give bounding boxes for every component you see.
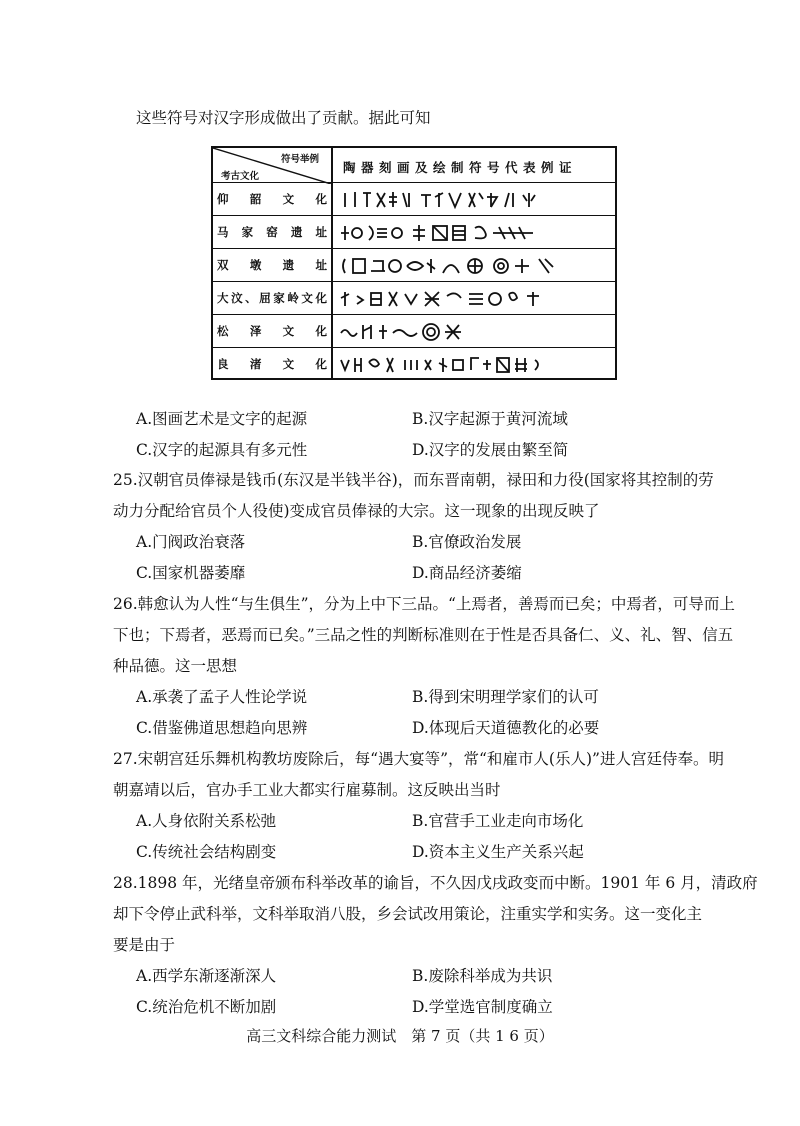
symbols-yangshao — [339, 185, 613, 213]
q26-option-c: C.借鉴佛道思想趋向思辨 — [136, 719, 308, 737]
q28-option-b: B.废除科举成为共识 — [412, 967, 553, 985]
question-24-stem-end: 这些符号对汉字形成做出了贡献。据此可知 — [136, 109, 431, 127]
row-label-liangzhu: 良渚文化 — [217, 357, 327, 371]
q27-stem-line1: 27.宋朝宫廷乐舞机构教坊废除后，每“遇大宴等”，常“和雇市人(乐人)”进人宫廷侍奉。明 — [113, 750, 724, 768]
q28-stem-line2: 却下令停止武科举，文科举取消八股，乡会试改用策论，注重实学和实务。这一变化主 — [113, 905, 703, 923]
symbols-liangzhu — [339, 350, 613, 378]
q25-option-a: A.门阀政治衰落 — [136, 533, 246, 551]
ancient-symbols-table — [211, 146, 617, 380]
q24-option-d: D.汉字的发展由繁至简 — [412, 441, 569, 459]
q26-stem-line2: 下也；下焉者，恶焉而已矣。”三品之性的判断标准则在于性是否具备仁、义、礼、智、信五 — [113, 626, 734, 644]
table-corner-top-label: 符号举例 — [281, 154, 320, 165]
q25-option-d: D.商品经济萎缩 — [412, 564, 522, 582]
q24-option-b: B.汉字起源于黄河流域 — [412, 410, 568, 428]
q26-option-b: B.得到宋明理学家们的认可 — [412, 688, 599, 706]
q26-stem-line1: 26.韩愈认为人性“与生俱生”，分为上中下三品。“上焉者，善焉而已矣；中焉者，可导而上 — [113, 595, 735, 613]
q26-stem-line3: 种品德。这一思想 — [113, 657, 238, 675]
q28-stem-line3: 要是由于 — [113, 936, 176, 954]
q24-option-a: A.图画艺术是文字的起源 — [136, 410, 308, 428]
row-label-dawenkou: 大汶、屈家岭文化 — [217, 291, 327, 305]
q27-stem-line2: 朝嘉靖以后，官办手工业大都实行雇募制。这反映出当时 — [113, 781, 501, 799]
q25-option-c: C.国家机器萎靡 — [136, 564, 246, 582]
row-label-majiayao: 马家窑遗址 — [217, 225, 327, 239]
symbols-songze — [339, 317, 613, 345]
q28-option-a: A.西学东渐逐渐深人 — [136, 967, 277, 985]
row-label-shuangdun: 双墩遗址 — [217, 258, 327, 272]
q26-option-d: D.体现后天道德教化的必要 — [412, 719, 600, 737]
q26-option-a: A.承袭了孟子人性论学说 — [136, 688, 308, 706]
page-footer: 高三文科综合能力测试 第 7 页（共 1 6 页） — [246, 1027, 554, 1045]
q27-option-b: B.官营手工业走向市场化 — [412, 812, 584, 830]
q28-stem-line1: 28.1898 年，光绪皇帝颁布科举改革的谕旨，不久因戊戌政变而中断。1901 年 6 月，清政府 — [113, 874, 758, 892]
q27-option-a: A.人身依附关系松弛 — [136, 812, 277, 830]
q27-option-c: C.传统社会结构剧变 — [136, 843, 277, 861]
table-header-label: 陶器刻画及绘制符号代表例证 — [343, 160, 578, 175]
row-label-yangshao: 仰韶文化 — [217, 192, 327, 206]
symbols-dawenkou — [339, 284, 613, 312]
q24-option-c: C.汉字的起源具有多元性 — [136, 441, 308, 459]
row-label-songze: 松泽文化 — [217, 324, 327, 338]
q28-option-c: C.统治危机不断加剧 — [136, 998, 277, 1016]
q25-stem-line2: 动力分配给官员个人役使)变成官员俸禄的大宗。这一现象的出现反映了 — [113, 502, 600, 520]
q27-option-d: D.资本主义生产关系兴起 — [412, 843, 584, 861]
q28-option-d: D.学堂选官制度确立 — [412, 998, 553, 1016]
symbols-majiayao — [339, 218, 613, 246]
q25-option-b: B.官僚政治发展 — [412, 533, 522, 551]
table-corner-bottom-label: 考古文化 — [221, 171, 260, 182]
symbols-shuangdun — [339, 251, 613, 279]
q25-stem-line1: 25.汉朝官员俸禄是钱币(东汉是半钱半谷)，而东晋南朝，禄田和力役(国家将其控制的劳 — [113, 471, 714, 489]
